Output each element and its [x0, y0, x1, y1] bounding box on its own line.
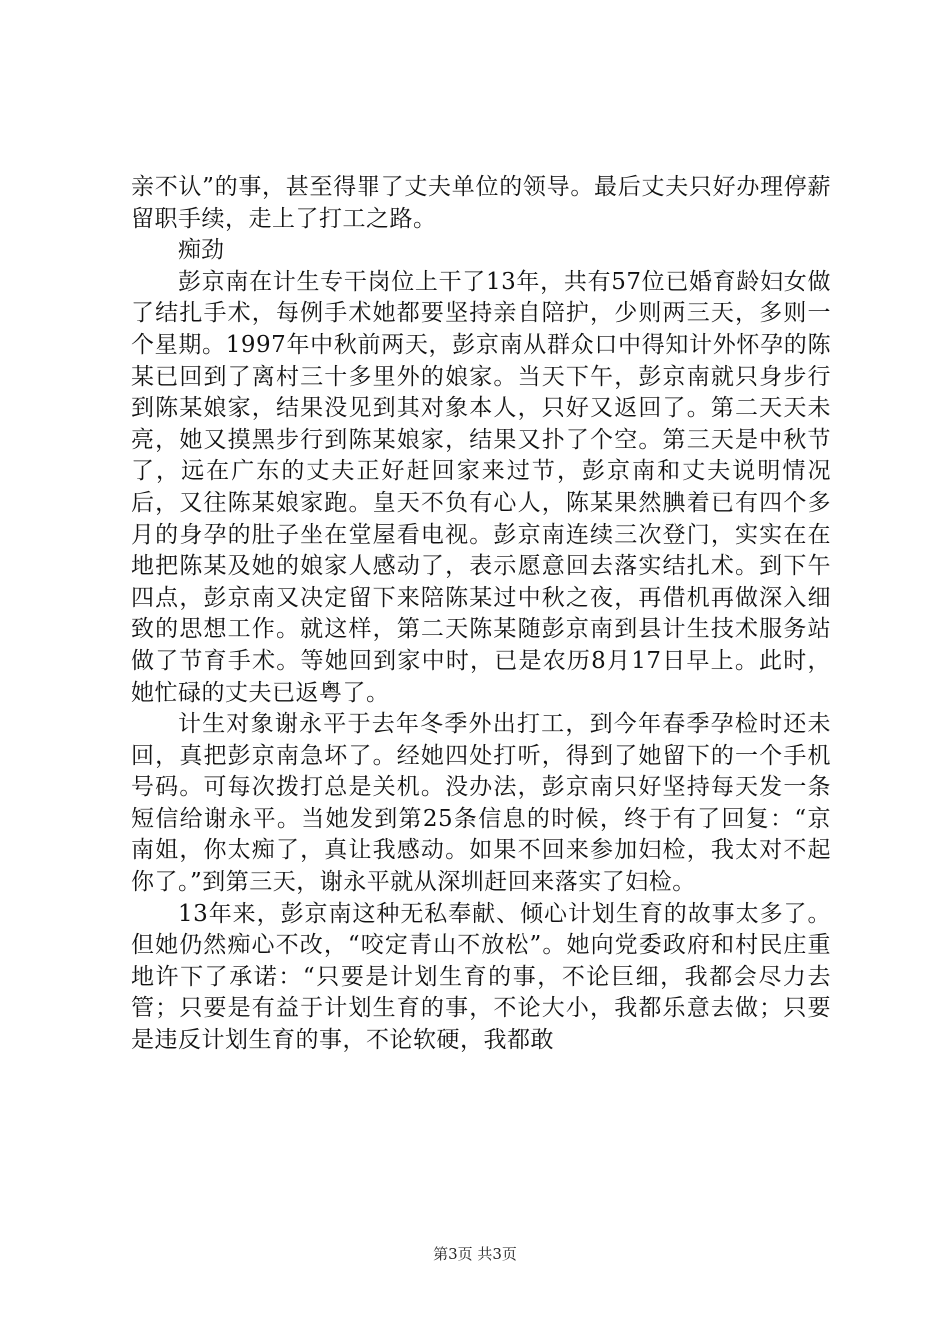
paragraph-continuation: 亲不认”的事，甚至得罪了丈夫单位的领导。最后丈夫只好办理停薪留职手续，走上了打工之路。 — [131, 174, 831, 232]
paragraph: 计生对象谢永平于去年冬季外出打工，到今年春季孕检时还未回，真把彭京南急坏了。经她四处打听，得到了她留下的一个手机号码。可每次拨打总是关机。没办法，彭京南只好坚持每天发一条短信给谢永平。当她发到第25条信息的时候，终于有了回复：“京南姐，你太痴了，真让我感动。如果不回来参加妇检，我太对不起你了。”到第三天，谢永平就从深圳赶回来落实了妇检。 — [131, 711, 831, 896]
document-body — [131, 172, 831, 1057]
section-heading: 痴劲 — [178, 237, 224, 264]
paragraph: 彭京南在计生专干岗位上干了13年，共有57位已婚育龄妇女做了结扎手术，每例手术她都要坚持亲自陪护，少则两三天，多则一个星期。1997年中秋前两天，彭京南从群众口中得知计外怀孕的陈某已回到了离村三十多里外的娘家。当天下午，彭京南就只身步行到陈某娘家，结果没见到其对象本人，只好又返回了。第二天天未亮，她又摸黑步行到陈某娘家，结果又扑了个空。第三天是中秋节了，远在广东的丈夫正好赶回家来过节，彭京南和丈夫说明情况后，又往陈某娘家跑。皇天不负有心人，陈某果然腆着已有四个多月的身孕的肚子坐在堂屋看电视。彭京南连续三次登门，实实在在地把陈某及她的娘家人感动了，表示愿意回去落实结扎术。到下午四点，彭京南又决定留下来陪陈某过中秋之夜，再借机再做深入细致的思想工作。就这样，第二天陈某随彭京南到县计生技术服务站做了节育手术。等她回到家中时，已是农历8月17日早上。此时，她忙碌的丈夫已返粤了。 — [131, 268, 831, 706]
page-footer: 第3页 共3页 — [433, 1245, 517, 1263]
paragraph: 13年来，彭京南这种无私奉献、倾心计划生育的故事太多了。但她仍然痴心不改，“咬定青山不放松”。她向党委政府和村民庄重地许下了承诺：“只要是计划生育的事，不论巨细，我都会尽力去管；只要是有益于计划生育的事，不论大小，我都乐意去做；只要是违反计划生育的事，不论软硬，我都敢 — [131, 900, 831, 1054]
